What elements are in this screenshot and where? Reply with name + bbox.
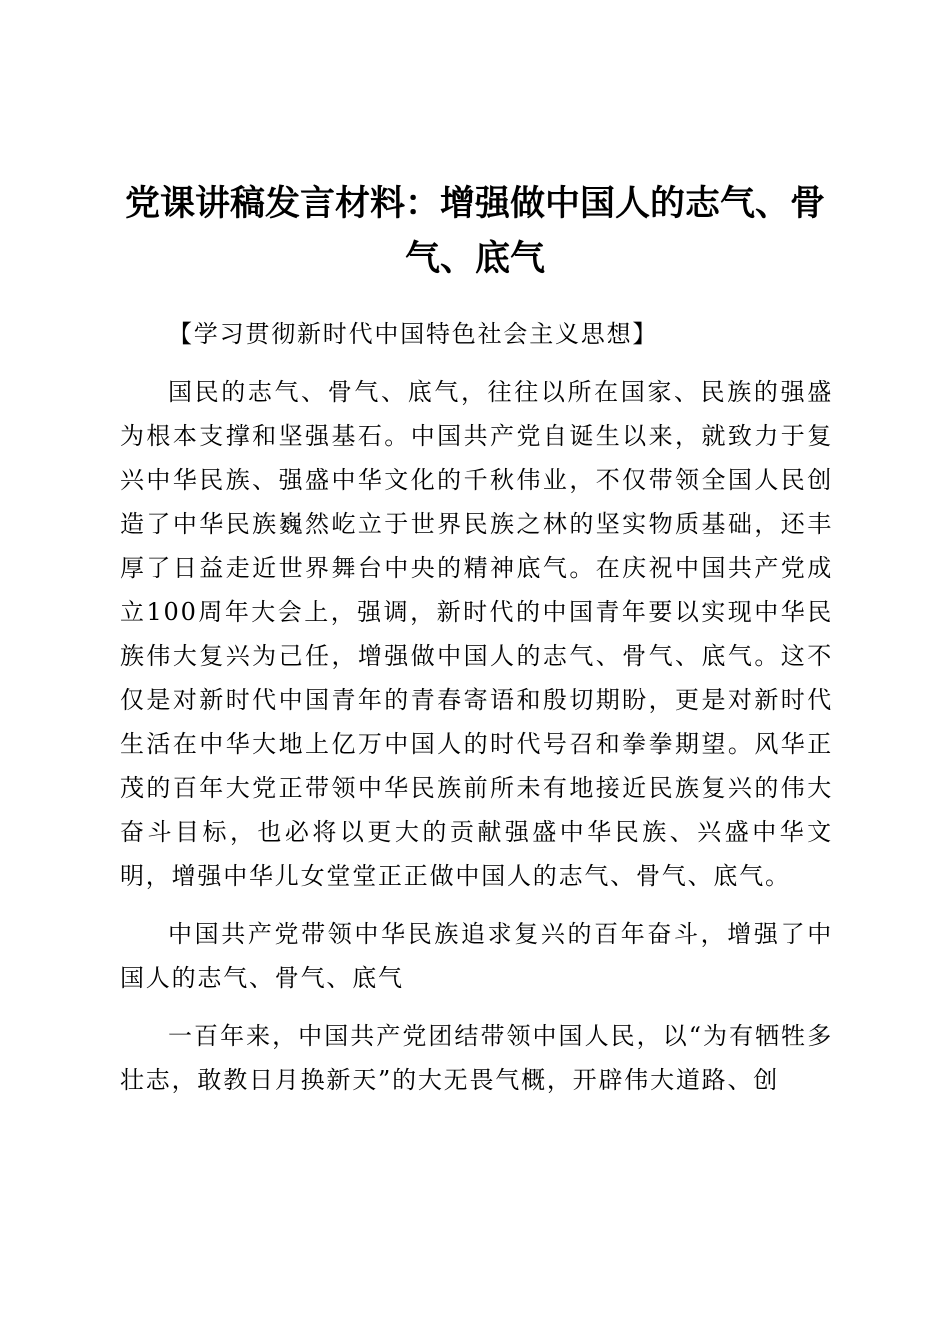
body-paragraph-intro: 国民的志气、骨气、底气，往往以所在国家、民族的强盛为根本支撑和坚强基石。中国共产党自诞生以来，就致力于复兴中华民族、强盛中华文化的千秋伟业，不仅带领全国人民创造了中华民族巍然屹立于世界民族之林的坚实物质基础，还丰厚了日益走近世界舞台中央的精神底气。在庆祝中国共产党成立100周年大会上，强调，新时代的中国青年要以实现中华民族伟大复兴为己任，增强做中国人的志气、骨气、底气。这不仅是对新时代中国青年的青春寄语和殷切期盼，更是对新时代生活在中华大地上亿万中国人的时代号召和拳拳期望。风华正茂的百年大党正带领中华民族前所未有地接近民族复兴的伟大奋斗目标，也必将以更大的贡献强盛中华民族、兴盛中华文明，增强中华儿女堂堂正正做中国人的志气、骨气、底气。 — [120, 378, 833, 890]
body-paragraph-subheading: 中国共产党带领中华民族追求复兴的百年奋斗，增强了中国人的志气、骨气、底气 — [120, 920, 833, 992]
document-title: 党课讲稿发言材料：增强做中国人的志气、骨气、底气 — [124, 183, 825, 279]
document-body — [120, 312, 833, 1116]
body-paragraph-section-label: 【学习贯彻新时代中国特色社会主义思想】 — [168, 320, 659, 348]
body-paragraph-continuation: 一百年来，中国共产党团结带领中国人民，以“为有牺牲多壮志，敢教日月换新天”的大无畏气概，开辟伟大道路、创 — [120, 1022, 833, 1094]
